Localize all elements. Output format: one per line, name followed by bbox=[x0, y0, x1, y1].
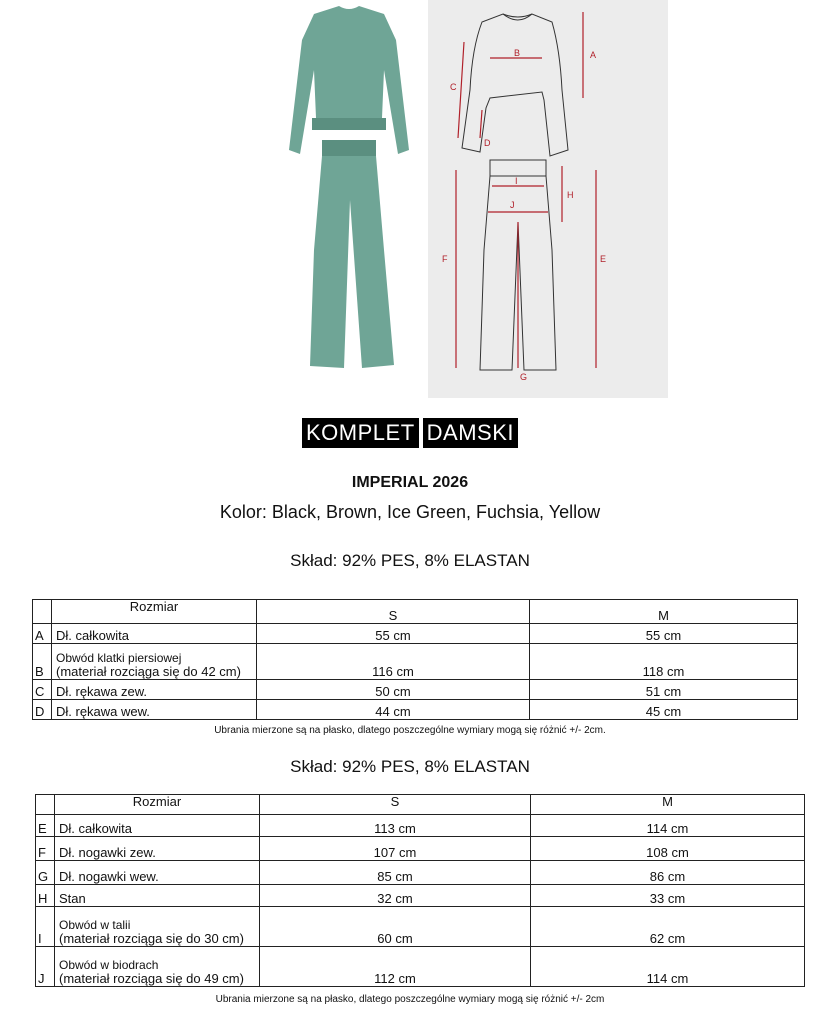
row-value-s: 116 cm bbox=[257, 644, 530, 680]
label-i: I bbox=[515, 176, 518, 186]
row-value-s: 85 cm bbox=[260, 861, 531, 885]
table-header-row bbox=[36, 795, 805, 815]
row-name: Obwód w talii bbox=[59, 918, 131, 932]
row-value-m: 51 cm bbox=[530, 680, 798, 700]
row-value-m: 114 cm bbox=[531, 947, 805, 987]
row-value-m: 33 cm bbox=[531, 885, 805, 907]
header-rozmiar: Rozmiar bbox=[52, 600, 257, 624]
row-name-cell bbox=[55, 907, 260, 947]
sweatshirt-outline bbox=[462, 14, 568, 156]
header-size-m: M bbox=[531, 795, 805, 815]
row-value-m: 86 cm bbox=[531, 861, 805, 885]
header-letter-cell bbox=[36, 795, 55, 815]
row-letter: G bbox=[36, 861, 55, 885]
row-letter: D bbox=[33, 700, 52, 720]
row-name: Dł. całkowita bbox=[55, 815, 260, 837]
row-value-s: 55 cm bbox=[257, 624, 530, 644]
row-letter: F bbox=[36, 837, 55, 861]
table-row bbox=[33, 624, 798, 644]
row-name-cell bbox=[55, 947, 260, 987]
row-letter: C bbox=[33, 680, 52, 700]
header-size-s: S bbox=[260, 795, 531, 815]
row-letter: I bbox=[36, 907, 55, 947]
top-size-table bbox=[32, 599, 798, 720]
row-value-m: 45 cm bbox=[530, 700, 798, 720]
label-h: H bbox=[567, 190, 574, 200]
table-row bbox=[36, 837, 805, 861]
product-photo bbox=[284, 0, 414, 385]
header-size-m: M bbox=[530, 600, 798, 624]
table-header-row bbox=[33, 600, 798, 624]
header-size-s: S bbox=[257, 600, 530, 624]
top-measure-note: Ubrania mierzone są na płasko, dlatego poszczególne wymiary mogą się różnić +/- 2cm. bbox=[214, 725, 606, 736]
bottom-composition: Skład: 92% PES, 8% ELASTAN bbox=[290, 757, 530, 776]
page-title bbox=[0, 418, 820, 448]
row-letter: H bbox=[36, 885, 55, 907]
row-name: Dł. całkowita bbox=[52, 624, 257, 644]
table-row bbox=[36, 947, 805, 987]
table-row bbox=[33, 680, 798, 700]
row-name-note: (materiał rozciąga się do 42 cm) bbox=[56, 664, 241, 679]
size-diagram bbox=[428, 0, 668, 398]
label-j: J bbox=[510, 200, 515, 210]
row-name-note: (materiał rozciąga się do 30 cm) bbox=[59, 931, 244, 946]
bottom-size-table bbox=[35, 794, 805, 987]
trousers-image bbox=[310, 140, 394, 368]
table-row bbox=[33, 700, 798, 720]
row-value-s: 112 cm bbox=[260, 947, 531, 987]
top-composition: Skład: 92% PES, 8% ELASTAN bbox=[290, 551, 530, 570]
header-rozmiar: Rozmiar bbox=[55, 795, 260, 815]
measure-c bbox=[458, 42, 464, 138]
row-value-m: 108 cm bbox=[531, 837, 805, 861]
row-value-s: 60 cm bbox=[260, 907, 531, 947]
bottom-measure-note: Ubrania mierzone są na płasko, dlatego poszczególne wymiary mogą się różnić +/- 2cm bbox=[215, 994, 605, 1005]
table-row bbox=[36, 885, 805, 907]
label-g: G bbox=[520, 372, 528, 382]
table-row bbox=[36, 907, 805, 947]
label-c: C bbox=[450, 82, 457, 92]
title-word-2: DAMSKI bbox=[423, 418, 518, 448]
measure-d bbox=[480, 110, 482, 138]
label-b: B bbox=[514, 48, 521, 58]
row-value-s: 44 cm bbox=[257, 700, 530, 720]
row-name: Dł. nogawki zew. bbox=[55, 837, 260, 861]
row-name-note: (materiał rozciąga się do 49 cm) bbox=[59, 971, 244, 986]
row-name: Obwód w biodrach bbox=[59, 958, 159, 972]
row-name-cell bbox=[52, 644, 257, 680]
row-value-m: 114 cm bbox=[531, 815, 805, 837]
row-name: Dł. rękawa zew. bbox=[52, 680, 257, 700]
title-word-1: KOMPLET bbox=[302, 418, 419, 448]
row-value-s: 32 cm bbox=[260, 885, 531, 907]
label-e: E bbox=[600, 254, 607, 264]
row-value-m: 55 cm bbox=[530, 624, 798, 644]
table-row bbox=[33, 644, 798, 680]
row-letter: B bbox=[33, 644, 52, 680]
label-f: F bbox=[442, 254, 448, 264]
row-value-s: 50 cm bbox=[257, 680, 530, 700]
row-name: Obwód klatki piersiowej bbox=[56, 651, 182, 665]
label-a: A bbox=[590, 50, 597, 60]
row-value-m: 62 cm bbox=[531, 907, 805, 947]
color-list: Kolor: Black, Brown, Ice Green, Fuchsia, Yellow bbox=[219, 502, 601, 522]
row-letter: A bbox=[33, 624, 52, 644]
model-name: IMPERIAL 2026 bbox=[351, 474, 469, 491]
row-value-s: 107 cm bbox=[260, 837, 531, 861]
row-name: Dł. rękawa wew. bbox=[52, 700, 257, 720]
sweatshirt-image bbox=[289, 6, 409, 154]
label-d: D bbox=[484, 138, 491, 148]
header-letter-cell bbox=[33, 600, 52, 624]
row-letter: J bbox=[36, 947, 55, 987]
row-letter: E bbox=[36, 815, 55, 837]
row-value-m: 118 cm bbox=[530, 644, 798, 680]
row-name: Dł. nogawki wew. bbox=[55, 861, 260, 885]
row-value-s: 113 cm bbox=[260, 815, 531, 837]
table-row bbox=[36, 861, 805, 885]
table-row bbox=[36, 815, 805, 837]
row-name: Stan bbox=[55, 885, 260, 907]
